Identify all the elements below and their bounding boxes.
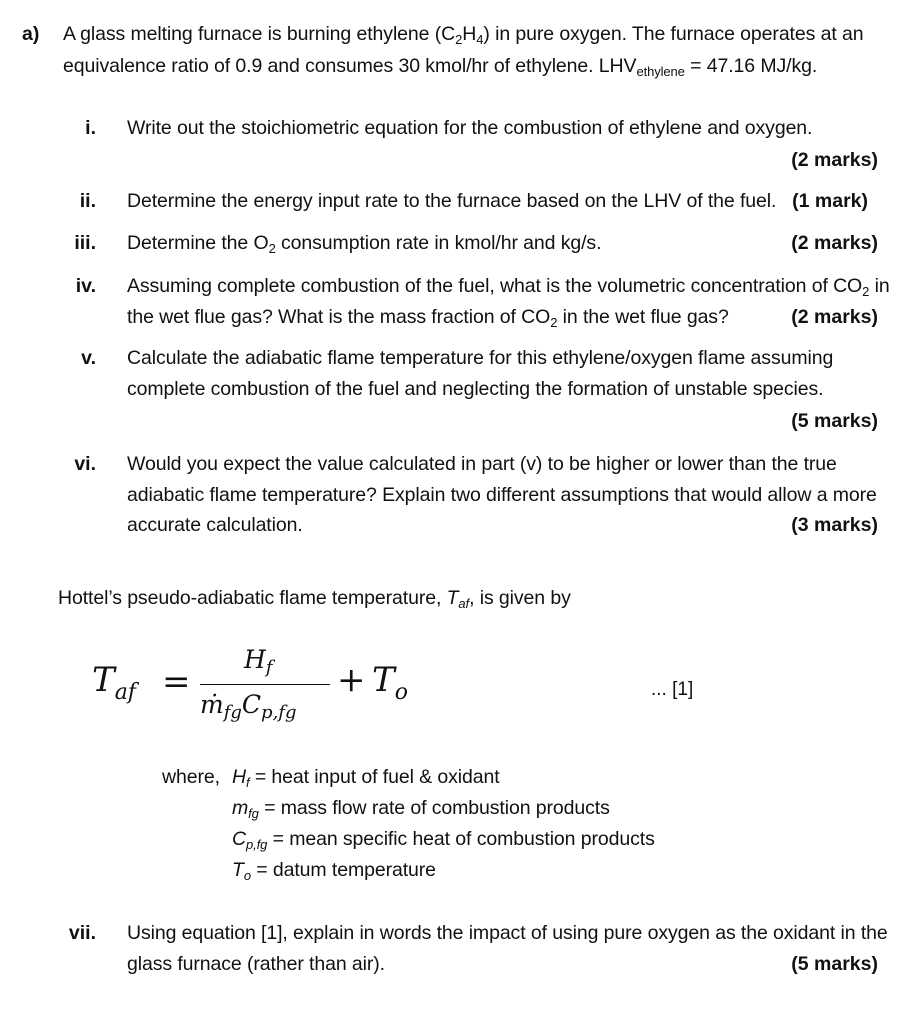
part-a-line-1-text: A glass melting furnace is burning ethylene (C: [63, 23, 456, 45]
question-text-line-2: [127, 306, 729, 329]
subscript: af: [458, 596, 470, 611]
marks-label: (1 mark): [792, 190, 868, 212]
symbol: H: [232, 766, 246, 788]
question-text-part: Determine the O: [127, 232, 269, 254]
where-row: [232, 766, 500, 789]
where-label: where,: [162, 766, 220, 788]
part-a-line-1-end: ) in pure oxygen. The furnace operates at an: [483, 23, 864, 45]
equals-sign: =: [162, 662, 191, 702]
subscript: 4: [476, 32, 484, 47]
subscript: 2: [862, 284, 870, 299]
subscript: 2: [455, 32, 463, 47]
definition-text: = mass flow rate of combustion products: [258, 797, 610, 819]
question-text-part: Assuming complete combustion of the fuel, what is the volumetric concentration of CO: [127, 275, 863, 297]
question-text: Determine the energy input rate to the furnace based on the LHV of the fuel.: [127, 190, 777, 212]
subscript: f: [245, 775, 250, 790]
question-text-part: the wet flue gas? What is the mass fraction of CO: [127, 306, 551, 328]
question-text: [127, 232, 601, 255]
symbol: T: [92, 660, 115, 700]
equation-denominator: [200, 690, 297, 723]
part-a-line-1: [63, 23, 863, 46]
question-text-line-3: accurate calculation.: [127, 514, 303, 536]
definition-text: = heat input of fuel & oxidant: [249, 766, 500, 788]
definition-text: = mean specific heat of combustion products: [267, 828, 655, 850]
question-text-line-1: Using equation [1], explain in words the impact of using pure oxygen as the oxidant in the: [127, 922, 888, 944]
symbol: C: [232, 828, 246, 850]
question-text-line-2: glass furnace (rather than air).: [127, 953, 386, 975]
where-row: [232, 828, 655, 851]
question-number: ii.: [79, 190, 96, 212]
symbol: m: [232, 797, 249, 819]
marks-label: (2 marks): [791, 232, 878, 254]
equation-lhs: [92, 660, 136, 705]
question-number: iii.: [74, 232, 96, 254]
symbol: T: [372, 660, 395, 700]
equation-numerator: [244, 645, 273, 678]
symbol: T: [232, 859, 244, 881]
question-text-line-1: Calculate the adiabatic flame temperature for this ethylene/oxygen flame assuming: [127, 347, 834, 369]
marks-label: (2 marks): [791, 306, 878, 328]
part-a-label: a): [22, 23, 40, 45]
fraction-bar: [200, 684, 330, 685]
question-number: iv.: [75, 275, 96, 297]
question-number: v.: [81, 347, 96, 369]
question-number: vii.: [68, 922, 96, 944]
marks-label: (5 marks): [791, 410, 878, 432]
subscript: 2: [550, 315, 558, 330]
marks-label: (2 marks): [791, 149, 878, 171]
definition-text: = datum temperature: [250, 859, 436, 881]
question-number: i.: [85, 117, 96, 139]
subscript: f: [265, 657, 273, 678]
question-text-line-2: adiabatic flame temperature? Explain two different assumptions that would allow a more: [127, 484, 877, 506]
equation-reference: ... [1]: [651, 679, 694, 700]
equation-rhs: [372, 660, 408, 705]
subscript: fg: [223, 702, 242, 723]
part-a-line-1-mid: H: [462, 23, 477, 45]
part-a-line-2-end: = 47.16 MJ/kg.: [684, 55, 818, 77]
subscript: p,fg: [245, 837, 268, 852]
where-row: [232, 859, 436, 882]
symbol: ṁ: [200, 690, 224, 719]
hottel-intro-text: , is given by: [469, 587, 571, 609]
question-text: Write out the stoichiometric equation for the combustion of ethylene and oxygen.: [127, 117, 813, 139]
question-text-part: in the wet flue gas?: [557, 306, 729, 328]
part-a-line-2-text: equivalence ratio of 0.9 and consumes 30 kmol/hr of ethylene. LHV: [63, 55, 637, 77]
subscript: fg: [248, 806, 259, 821]
where-row: [232, 797, 610, 820]
subscript: 2: [268, 241, 276, 256]
plus-sign: +: [337, 660, 366, 700]
symbol: T: [446, 587, 459, 609]
marks-label: (5 marks): [791, 953, 878, 975]
hottel-intro-text: Hottel’s pseudo-adiabatic flame temperature,: [58, 587, 447, 609]
subscript: af: [114, 680, 136, 705]
symbol: H: [244, 645, 266, 674]
part-a-line-2: [63, 55, 817, 78]
question-text-line-1: Would you expect the value calculated in part (v) to be higher or lower than the true: [127, 453, 837, 475]
question-number: vi.: [74, 453, 96, 475]
question-text-line-1: [127, 275, 890, 298]
subscript: o: [394, 680, 408, 705]
question-text-line-2: complete combustion of the fuel and neglecting the formation of unstable species.: [127, 378, 824, 400]
subscript: o: [243, 868, 251, 883]
marks-label: (3 marks): [791, 514, 878, 536]
question-text-part: in: [869, 275, 890, 297]
symbol: C: [241, 690, 262, 719]
subscript: ethylene: [636, 64, 685, 79]
question-text-part: consumption rate in kmol/hr and kg/s.: [275, 232, 602, 254]
hottel-intro: [58, 587, 571, 610]
subscript: p,fg: [261, 702, 297, 723]
